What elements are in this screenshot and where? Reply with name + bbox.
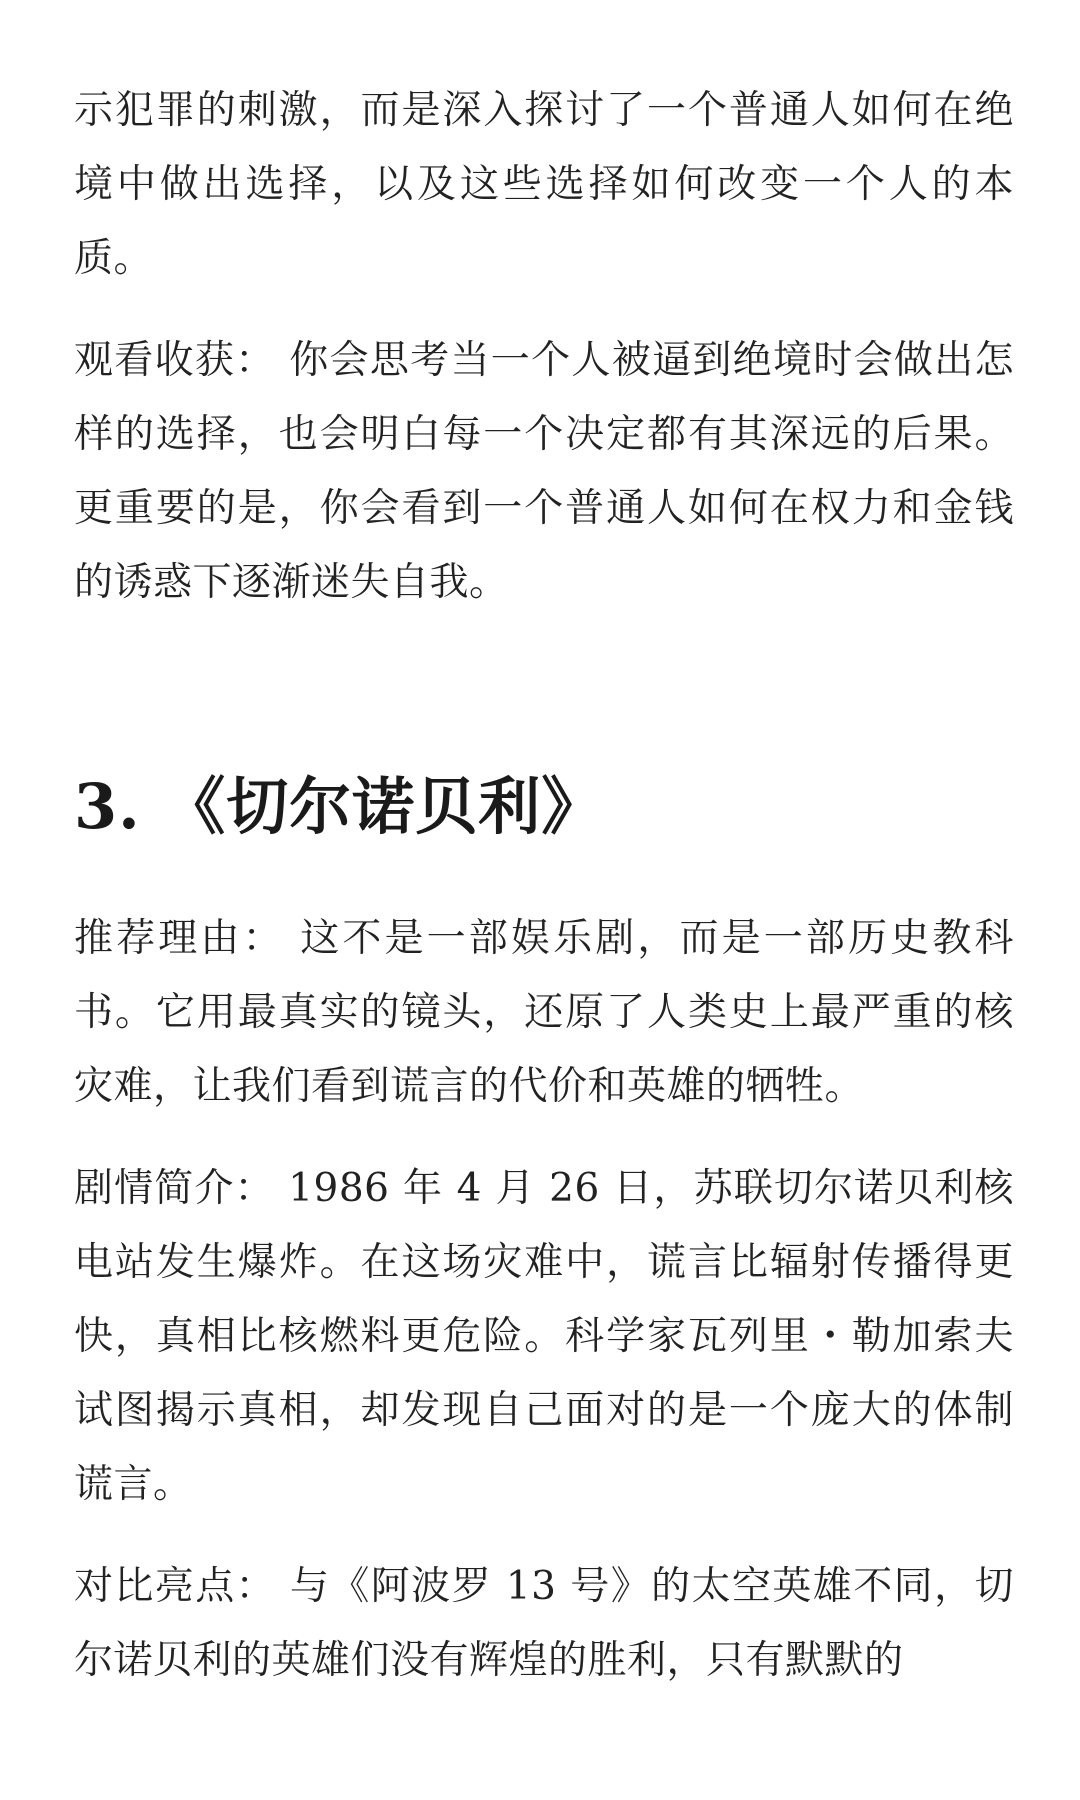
takeaway-paragraph: 观看收获： 你会思考当一个人被逼到绝境时会做出怎样的选择，也会明白每一个决定都有其深远的后果。更重要的是，你会看到一个普通人如何在权力和金钱的诱惑下逐渐迷失自我。 bbox=[74, 338, 1014, 605]
section-spacer bbox=[74, 620, 1014, 762]
spacer bbox=[74, 852, 1014, 902]
article-body bbox=[74, 74, 1014, 1698]
spacer bbox=[74, 1522, 1014, 1550]
contrast-paragraph: 对比亮点： 与《阿波罗 13 号》的太空英雄不同，切尔诺贝利的英雄们没有辉煌的胜利，只有默默的 bbox=[74, 1564, 1014, 1683]
spacer bbox=[74, 1124, 1014, 1152]
intro-paragraph: 示犯罪的刺激，而是深入探讨了一个普通人如何在绝境中做出选择，以及这些选择如何改变一个人的本质。 bbox=[74, 88, 1014, 281]
synopsis-paragraph: 剧情简介： 1986 年 4 月 26 日，苏联切尔诺贝利核电站发生爆炸。在这场灾难中，谎言比辐射传播得更快，真相比核燃料更危险。科学家瓦列里・勒加索夫试图揭示真相，却发现自己面对的是一个庞大的体制谎言。 bbox=[74, 1166, 1014, 1507]
section-heading: 3. 《切尔诺贝利》 bbox=[74, 770, 605, 843]
reason-paragraph: 推荐理由： 这不是一部娱乐剧，而是一部历史教科书。它用最真实的镜头，还原了人类史上最严重的核灾难，让我们看到谎言的代价和英雄的牺牲。 bbox=[74, 916, 1014, 1109]
spacer bbox=[74, 296, 1014, 324]
